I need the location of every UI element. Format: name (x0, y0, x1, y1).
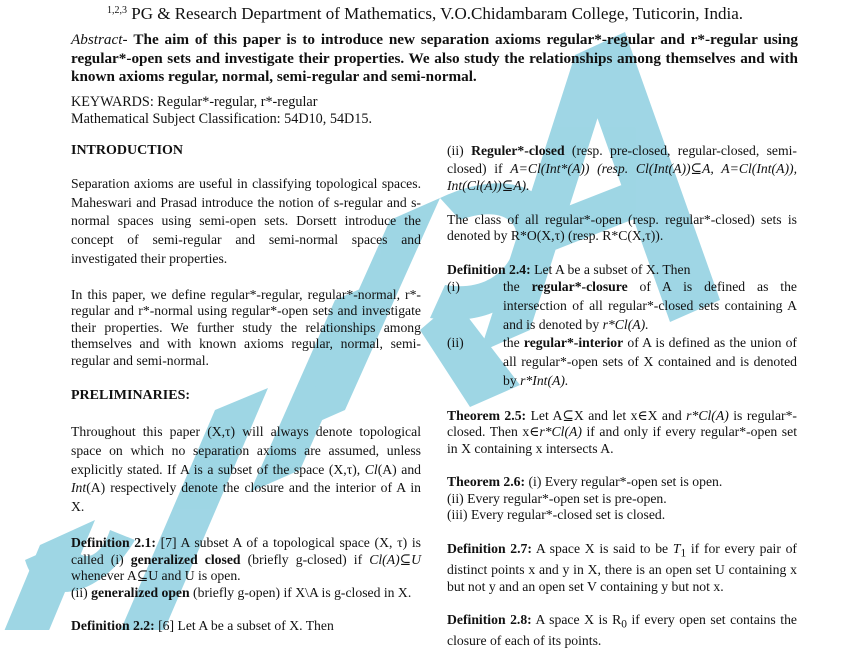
intro-paragraph-1: Separation axioms are useful in classifying topological spaces. Maheswari and Prasad introduce the notion of s-regular and s-normal spaces using semi-open sets. Dorsett introduce the concept of semi-regular and semi-normal spaces and investigated their properties. (71, 175, 421, 266)
def21-math: Cl(A)⊆U (369, 551, 421, 567)
def21-ii-text: (briefly g-open) if X\A is g-closed in X. (189, 584, 412, 600)
thm25-math-1: r*Cl(A) (686, 407, 729, 423)
theorem-2-6-ii: (ii) Every regular*-open set is pre-open. (447, 490, 667, 506)
introduction-heading: INTRODUCTION (71, 143, 184, 158)
def24-ii-text (503, 334, 797, 390)
def21-ii-term: generalized open (91, 584, 190, 600)
def21-text-a: [7] A subset A of a topological space (X, τ) is called (i) (71, 535, 421, 567)
left-column (71, 142, 421, 635)
def21-term: generalized closed (130, 551, 241, 567)
def24-ii-a: the (503, 335, 524, 351)
def21-label: Definition 2.1: (71, 535, 156, 551)
def24-i-term: regular*-closure (531, 279, 628, 294)
class-notation-paragraph: The class of all regular*-open (resp. regular*-closed) sets is denoted by R*O(X,τ) (resp. R*C(X,τ)). (447, 211, 797, 243)
prelim-interior-symbol: Int (71, 480, 87, 496)
def24-i-text (503, 278, 797, 334)
def27-b: if for every pair of distinct points x and y in X, there is an open set U containing x but not y and an open set V containing y but not x. (447, 540, 797, 594)
def21-text-b: (briefly g-closed) if (240, 551, 370, 567)
prelim-text-a: Throughout this paper (X,τ) will always denote topological space on which no separation axioms are assumed, unless explicitly stated. If A is a subset of the space (X,τ), (71, 424, 421, 477)
def24-i-b: of A is defined as the intersection of all regular*-closed sets containing A and is denoted by (503, 279, 797, 332)
def24-i-math: r*Cl(A). (602, 316, 649, 332)
theorem-2-5 (447, 408, 797, 458)
thm25-b: is regular*-closed. Then x∈ (447, 407, 797, 440)
def22-text: [6] Let A be a subset of X. Then (154, 618, 334, 634)
definition-2-4 (447, 262, 797, 279)
def27-subscript: 1 (680, 547, 687, 560)
def21-ii-num: (ii) (71, 584, 92, 600)
def24-ii-b: of A is defined as the union of all regular*-open sets of X contained and is denoted by (503, 335, 797, 388)
def24-label: Definition 2.4: (447, 261, 531, 277)
affiliation-text: PG & Research Department of Mathematics, V.O.Chidambaram College, Tuticorin, India. (131, 4, 743, 23)
abstract-text: The aim of this paper is to introduce new separation axioms regular*-regular and r*-regular using regular*-open sets and investigate their properties. We also study the relationships among themselves and with known axioms regular, normal, semi-regular and semi-normal. (71, 31, 798, 85)
definition-2-3-ii (447, 142, 797, 195)
prelim-closure-symbol: Cl (364, 461, 378, 477)
theorem-2-6 (447, 474, 797, 491)
definition-2-2 (71, 618, 421, 635)
def24-i-num: (i) (447, 279, 460, 294)
definition-2-4-i (447, 278, 797, 334)
def21-text-c: whenever A⊆U and U is open. (71, 568, 241, 584)
def27-a: A space X is said to be (531, 540, 673, 556)
definition-2-7 (447, 541, 797, 595)
affiliation-line (0, 0, 850, 25)
def23-ii-text: (resp. pre-closed, regular-closed, semi-closed) if (447, 143, 797, 176)
thm25-c: if and only if every regular*-open set in X containing x intersects A. (447, 424, 798, 456)
def28-subscript: 0 (621, 618, 627, 631)
keywords-line: KEYWARDS: Regular*-regular, r*-regular (71, 94, 318, 110)
def23-ii-term: Reguler*-closed (471, 143, 565, 158)
theorem-2-6-iii: (iii) Every regular*-closed set is closed. (447, 507, 666, 523)
keywords-block (71, 94, 471, 127)
def24-ii-term: regular*-interior (523, 335, 624, 351)
def27-math: T (672, 540, 681, 556)
def24-i-a: the (503, 279, 532, 294)
def27-label: Definition 2.7: (447, 540, 532, 556)
preliminaries-paragraph (71, 423, 421, 517)
thm25-a: Let A⊆X and let x∈X and (526, 407, 687, 423)
thm26-line-1: (i) Every regular*-open set is open. (525, 474, 723, 490)
subject-classification-line: Mathematical Subject Classification: 54D10, 54D15. (71, 110, 373, 127)
thm26-label: Theorem 2.6: (447, 474, 526, 490)
intro-paragraph-2: In this paper, we define regular*-regular, regular*-normal, r*-regular and r*-normal using regular*-open sets and investigate their properties. We further study the relationships among themselves and with known axioms regular, normal, semi-regular and semi-normal. (71, 286, 421, 368)
prelim-text-b: (A) and (377, 461, 422, 477)
def28-a: A space X is R (531, 612, 622, 628)
def23-ii-math: A=Cl(Int*(A)) (resp. Cl(Int(A))⊆A, A=Cl(Int(A)), Int(Cl(A))⊆A). (447, 160, 797, 193)
author-markers: 1,2,3 (107, 5, 127, 16)
definition-2-8 (447, 612, 797, 650)
right-column (447, 142, 797, 650)
def28-b: if every open set contains the closure of each of its points. (447, 612, 797, 649)
definition-2-1-ii (71, 585, 421, 602)
abstract-lead: Abstract- (71, 31, 128, 48)
def22-label: Definition 2.2: (71, 618, 155, 634)
def24-ii-num: (ii) (447, 335, 464, 351)
thm25-math-2: r*Cl(A) (539, 424, 582, 440)
abstract-block (71, 31, 798, 87)
def24-ii-math: r*Int(A). (520, 372, 569, 388)
definition-2-1 (71, 535, 421, 585)
thm25-label: Theorem 2.5: (447, 407, 527, 423)
def24-text: Let A be a subset of X. Then (530, 261, 691, 277)
def28-label: Definition 2.8: (447, 612, 532, 628)
prelim-text-c: (A) respectively denote the closure and the interior of A in X. (71, 480, 421, 515)
def23-ii-num: (ii) (447, 143, 472, 158)
definition-2-4-ii (447, 334, 797, 390)
preliminaries-heading: PRELIMINARIES: (71, 388, 191, 404)
